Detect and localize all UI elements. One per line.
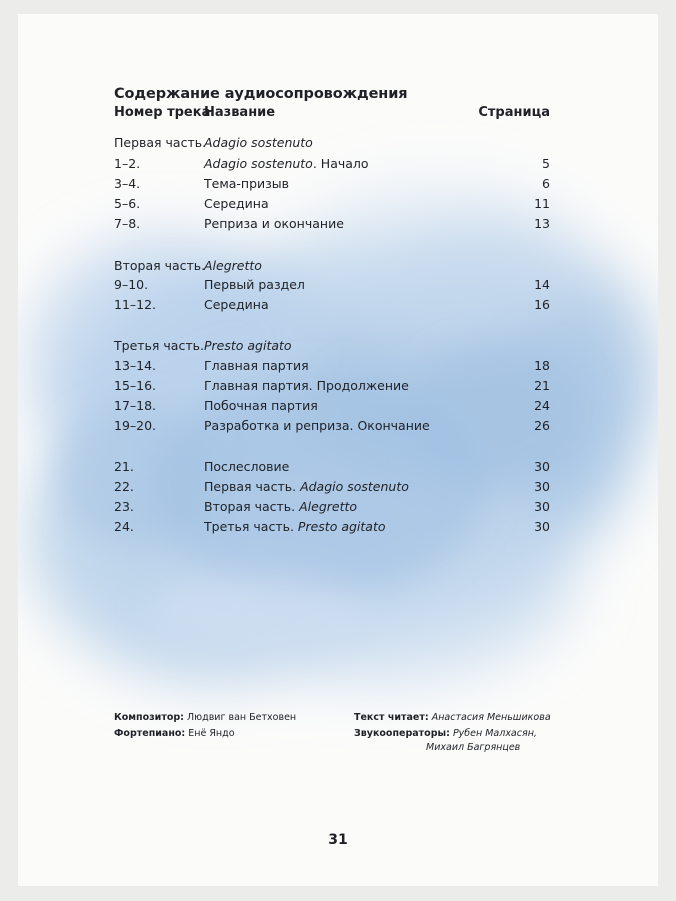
section-label: Первая часть. xyxy=(114,135,207,150)
track-number: 23. xyxy=(114,499,134,514)
section-title: Adagio sostenuto xyxy=(204,135,313,150)
header-name: Название xyxy=(204,105,276,120)
toc-section-row xyxy=(114,337,550,355)
track-number: 3–4. xyxy=(114,176,141,191)
book-page xyxy=(18,14,658,886)
track-title: Тема-призыв xyxy=(204,176,290,191)
toc-row xyxy=(114,478,550,496)
credit-composer: Композитор: Людвиг ван Бетховен xyxy=(114,712,297,723)
toc-content xyxy=(18,14,658,886)
credit-sound-engineers: Звукооператоры: Рубен Малхасян, xyxy=(354,728,537,739)
toc-row xyxy=(114,195,550,213)
track-title: Первая часть. Adagio sostenuto xyxy=(204,479,409,494)
track-number: 15–16. xyxy=(114,378,157,393)
page-number: 31 xyxy=(328,832,348,848)
track-number: 9–10. xyxy=(114,277,149,292)
toc-row xyxy=(114,498,550,516)
toc-row xyxy=(114,417,550,435)
track-number: 19–20. xyxy=(114,418,157,433)
track-title: Главная партия xyxy=(204,358,309,373)
toc-row xyxy=(114,155,550,173)
track-number: 22. xyxy=(114,479,134,494)
page-title: Содержание аудиосопровождения xyxy=(114,86,408,102)
track-number: 24. xyxy=(114,519,134,534)
page-reference: 24 xyxy=(534,398,550,413)
track-number: 5–6. xyxy=(114,196,141,211)
track-number: 21. xyxy=(114,459,134,474)
page-reference: 16 xyxy=(534,297,550,312)
section-title: Alegretto xyxy=(204,258,262,273)
page-reference: 30 xyxy=(534,519,550,534)
page-reference: 13 xyxy=(534,216,550,231)
section-label: Третья часть. xyxy=(114,338,204,353)
toc-row xyxy=(114,397,550,415)
toc-row xyxy=(114,458,550,476)
page-reference: 5 xyxy=(542,156,550,171)
track-title: Послесловие xyxy=(204,459,290,474)
track-title: Первый раздел xyxy=(204,277,305,292)
track-title: Разработка и реприза. Окончание xyxy=(204,418,430,433)
section-title: Presto agitato xyxy=(204,338,292,353)
credit-pianist: Фортепиано: Енё Яндо xyxy=(114,728,235,739)
track-number: 1–2. xyxy=(114,156,141,171)
section-label: Вторая часть. xyxy=(114,258,206,273)
track-title: Третья часть. Presto agitato xyxy=(204,519,386,534)
page-reference: 21 xyxy=(534,378,550,393)
page-reference: 30 xyxy=(534,499,550,514)
toc-row xyxy=(114,175,550,193)
track-number: 13–14. xyxy=(114,358,157,373)
toc-row xyxy=(114,276,550,294)
page-reference: 6 xyxy=(542,176,550,191)
track-title: Adagio sostenuto. Начало xyxy=(204,156,369,171)
page-reference: 30 xyxy=(534,459,550,474)
page-reference: 30 xyxy=(534,479,550,494)
track-title: Побочная партия xyxy=(204,398,318,413)
track-title: Середина xyxy=(204,297,269,312)
track-number: 11–12. xyxy=(114,297,157,312)
toc-row xyxy=(114,215,550,233)
track-title: Реприза и окончание xyxy=(204,216,344,231)
toc-section-row xyxy=(114,134,550,152)
credit-sound-engineer-2: Михаил Багрянцев xyxy=(426,742,521,753)
track-number: 17–18. xyxy=(114,398,157,413)
page-reference: 11 xyxy=(534,196,550,211)
page-reference: 26 xyxy=(534,418,550,433)
track-title: Середина xyxy=(204,196,269,211)
track-title: Главная партия. Продолжение xyxy=(204,378,409,393)
header-track-number: Номер трека xyxy=(114,105,211,120)
toc-row xyxy=(114,377,550,395)
track-title: Вторая часть. Alegretto xyxy=(204,499,358,514)
toc-row xyxy=(114,518,550,536)
track-number: 7–8. xyxy=(114,216,141,231)
page-reference: 18 xyxy=(534,358,550,373)
header-page: Страница xyxy=(478,105,550,120)
toc-section-row xyxy=(114,257,550,275)
toc-row xyxy=(114,357,550,375)
page-reference: 14 xyxy=(534,277,550,292)
toc-row xyxy=(114,296,550,314)
credit-reader: Текст читает: Анастасия Меньшикова xyxy=(354,712,551,723)
